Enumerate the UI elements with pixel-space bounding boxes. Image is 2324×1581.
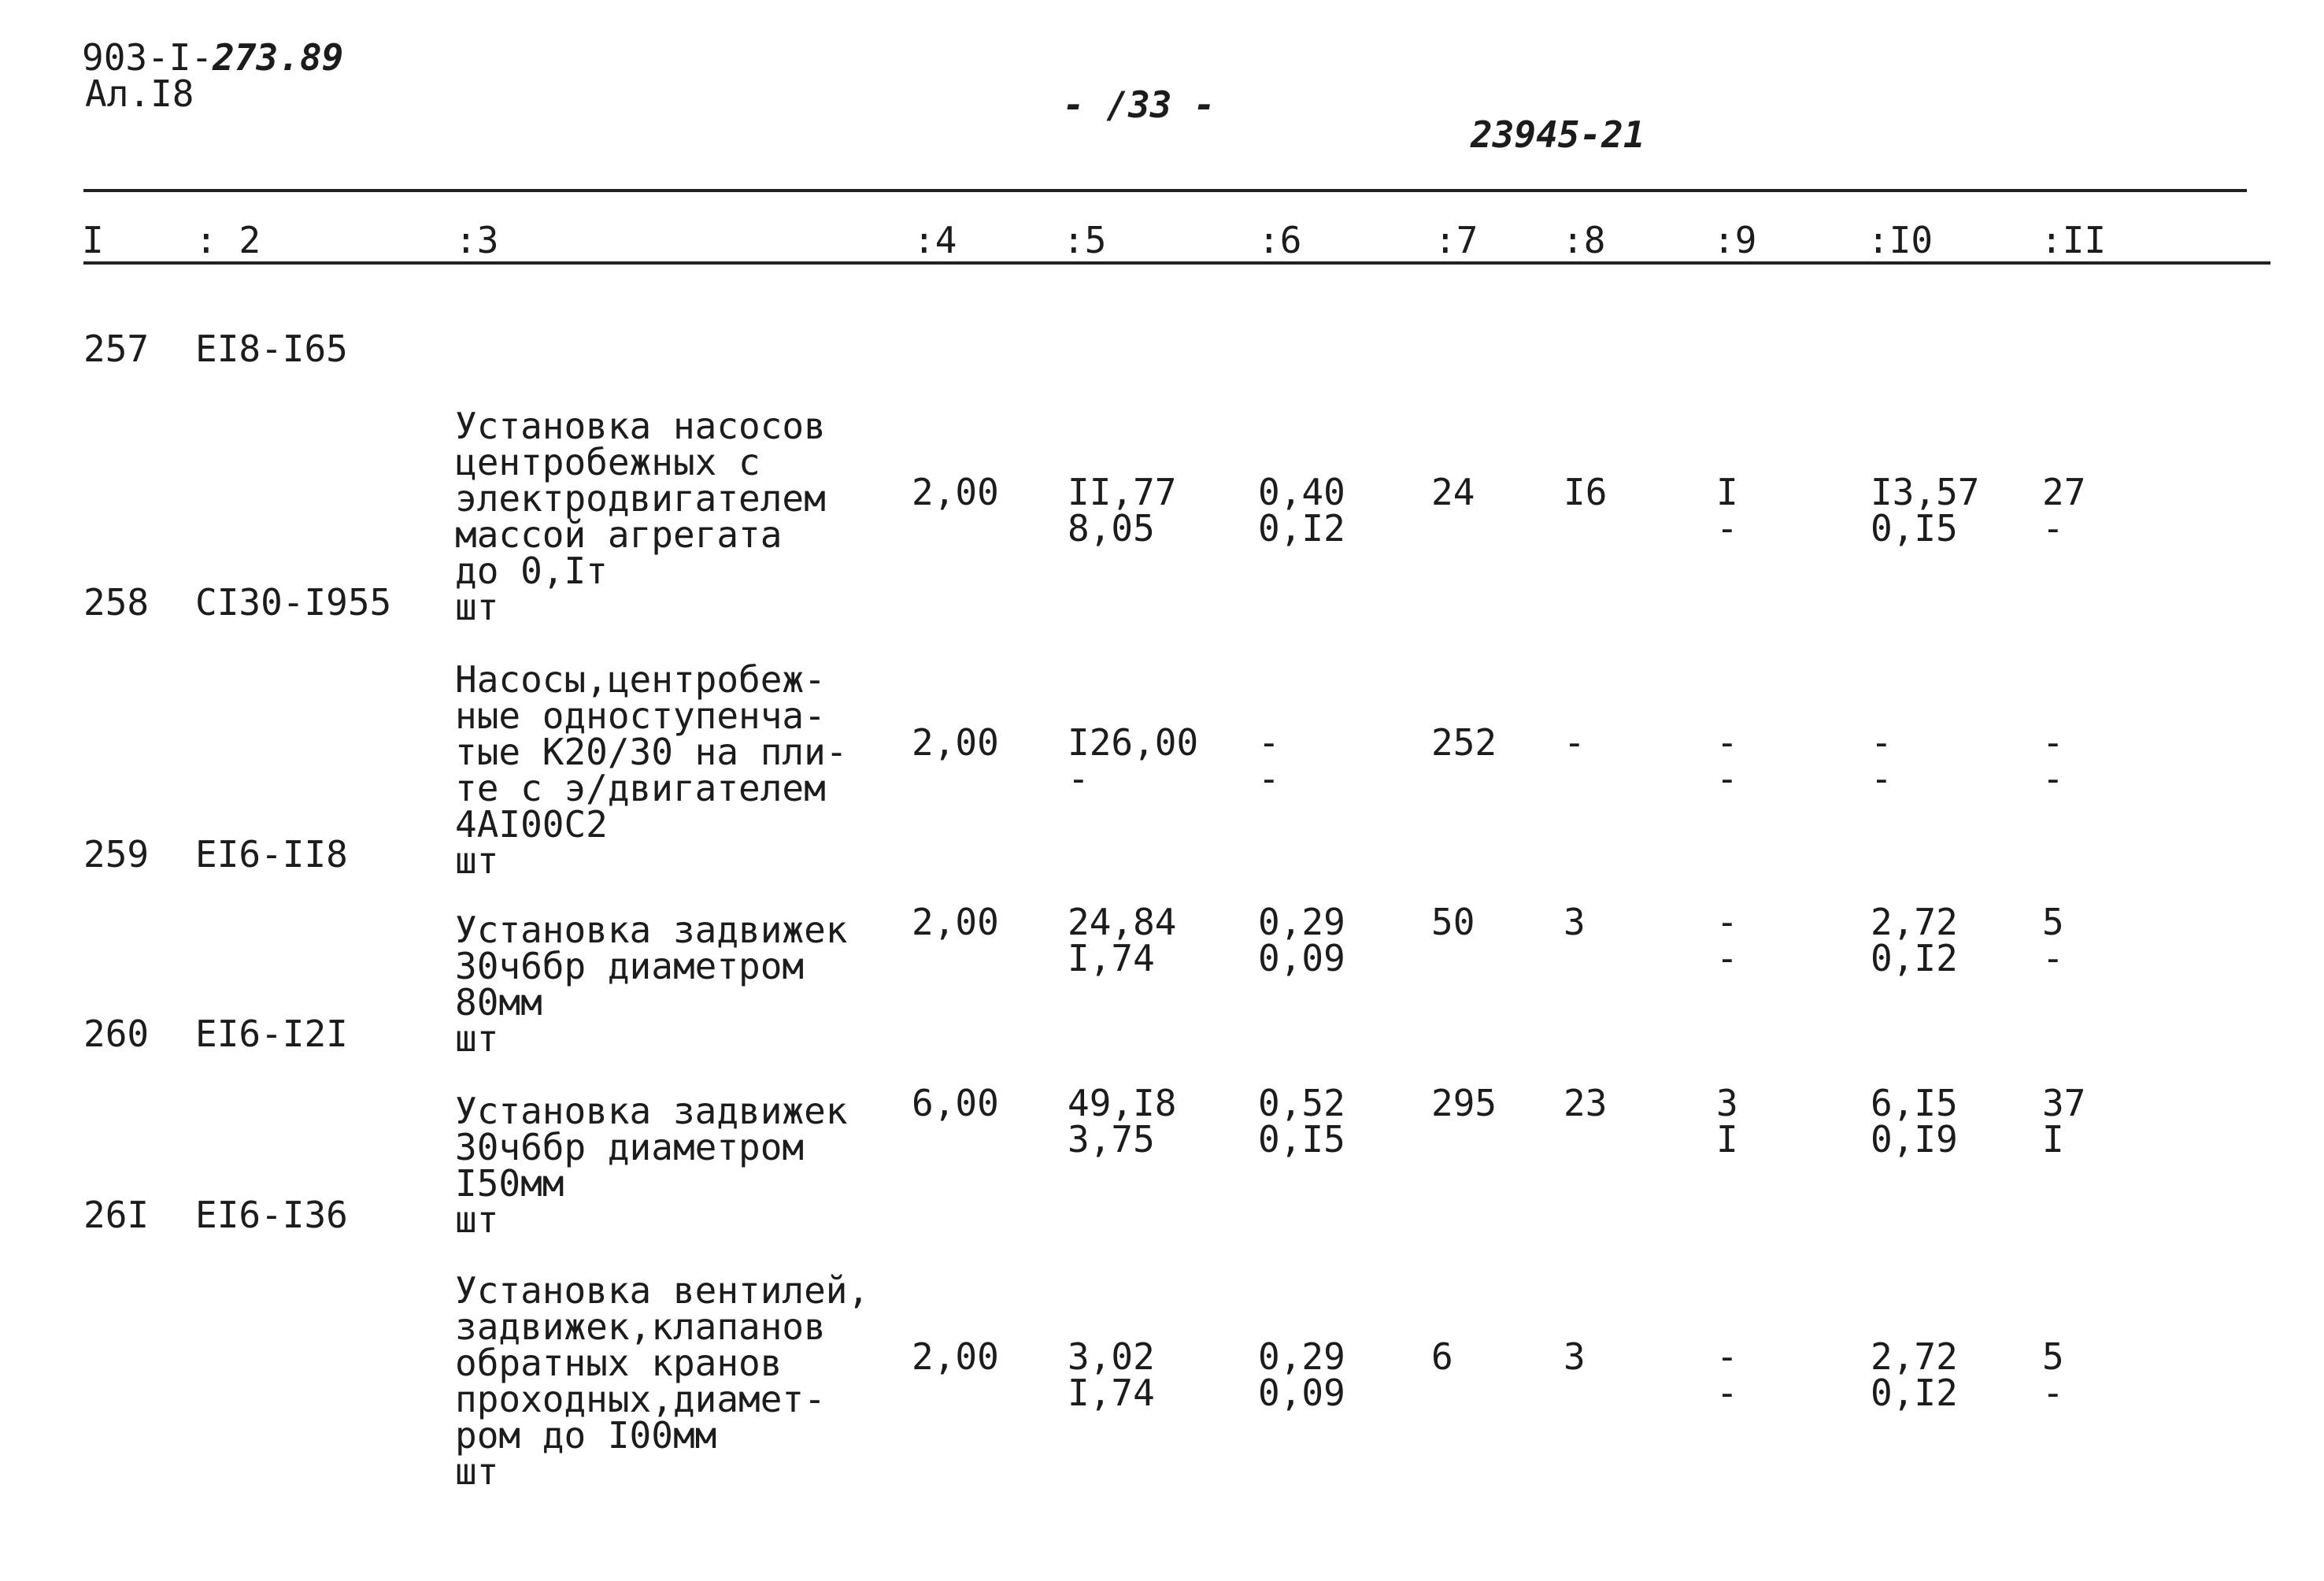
description-line: Насосы,центробеж- [455,658,826,701]
value-top: 5 [2042,901,2064,943]
column-header: :5 [1063,219,1107,261]
value-top: - [1716,721,1738,764]
rate-code: EI6-II8 [195,833,348,876]
value-top: 23 [1564,1082,1608,1124]
cell-7 [1431,901,1475,943]
value-bottom: I,74 [1068,1372,1155,1414]
value-bottom: - [1258,757,1280,800]
value-bottom: I [1716,1118,1738,1161]
album-label: Ал.I8 [85,72,194,115]
value-top: - [1716,901,1738,943]
document-code-prefix: 903-I- [82,36,213,79]
value-top: 49,I8 [1068,1082,1177,1124]
quantity: 6,00 [912,1082,999,1124]
row-number: 257 [83,328,150,370]
description-line: те с э/двигателем [455,767,826,809]
cell-7 [1431,721,1497,764]
value-bottom: 0,I2 [1871,1372,1958,1414]
cell-8 [1564,1082,1608,1124]
cell-6 [1258,901,1345,979]
rate-code: EI6-I36 [195,1194,348,1236]
description-line: 80мм [455,981,542,1024]
value-top: I3,57 [1871,471,1980,513]
column-header: :6 [1258,219,1302,261]
description-line: ром до I00мм [455,1414,717,1457]
top-rule [83,189,2247,192]
description-line: ные одноступенча- [455,694,826,737]
value-bottom: 0,09 [1258,937,1345,979]
value-bottom: - [2042,507,2064,550]
quantity: 2,00 [912,901,999,943]
description-line: Установка задвижек [455,909,848,951]
column-header: :II [2041,219,2107,261]
rate-code: EI8-I65 [195,328,348,370]
description-line: массой агрегата [455,513,783,556]
value-top: I6 [1564,471,1608,513]
value-top: 3 [1564,901,1586,943]
description-line: Установка задвижек [455,1090,848,1132]
value-top: 2,72 [1871,901,1958,943]
value-top: 3 [1564,1335,1586,1378]
value-top: 0,29 [1258,1335,1345,1378]
rate-code: CI30-I955 [195,581,392,624]
description-line: 30ч6бр диаметром [455,1126,805,1168]
document-code [82,36,344,79]
value-bottom: - [1716,757,1738,800]
value-bottom: - [2042,937,2064,979]
unit-line: шт [455,1198,499,1241]
cell-9 [1716,721,1738,800]
cell-11 [2042,901,2064,979]
column-header: :I0 [1867,219,1934,261]
description-line: до 0,Iт [455,550,608,592]
description-line: центробежных с [455,441,760,483]
sheet-code: 23945-21 [1471,113,1645,156]
unit-line: шт [455,586,499,628]
quantity: 2,00 [912,471,999,513]
value-top: I26,00 [1068,721,1199,764]
description-line: 30ч6бр диаметром [455,945,805,987]
value-bottom: - [1068,757,1090,800]
column-header: :4 [913,219,957,261]
value-top: 6,I5 [1871,1082,1958,1124]
value-bottom: 0,I9 [1871,1118,1958,1161]
cell-11 [2042,1335,2064,1414]
column-header: :7 [1434,219,1478,261]
cell-8 [1564,901,1586,943]
value-bottom: I [2042,1118,2064,1161]
cell-9 [1716,1082,1738,1161]
value-top: 5 [2042,1335,2064,1378]
value-top: I [1716,471,1738,513]
cell-5 [1068,901,1177,979]
cell-10 [1871,471,1980,550]
row-number: 259 [83,833,150,876]
value-bottom: 0,I5 [1871,507,1958,550]
description-line: обратных кранов [455,1342,783,1384]
value-top: 27 [2042,471,2086,513]
column-header: :3 [455,219,499,261]
cell-8 [1564,471,1608,513]
cell-7 [1431,471,1475,513]
column-header: I [82,219,104,261]
description-line: тые К20/30 на пли- [455,731,848,773]
column-header: : 2 [195,219,261,261]
cell-6 [1258,721,1280,800]
value-top: 252 [1431,721,1497,764]
description-line: 4AI00C2 [455,803,608,846]
cell-9 [1716,901,1738,979]
value-top: 2,72 [1871,1335,1958,1378]
cell-8 [1564,721,1586,764]
value-bottom: - [2042,1372,2064,1414]
cell-10 [1871,1082,1958,1161]
cell-8 [1564,1335,1586,1378]
cell-7 [1431,1335,1453,1378]
value-bottom: - [1716,937,1738,979]
value-top: - [1564,721,1586,764]
row-number: 26I [83,1194,150,1236]
cell-9 [1716,471,1738,550]
cell-11 [2042,1082,2086,1161]
value-top: 0,52 [1258,1082,1345,1124]
cell-5 [1068,471,1177,550]
quantity: 2,00 [912,1335,999,1378]
value-top: 37 [2042,1082,2086,1124]
description-line: электродвигателем [455,477,826,520]
value-top: 24,84 [1068,901,1177,943]
value-bottom: - [1716,507,1738,550]
value-bottom: 0,09 [1258,1372,1345,1414]
row-description [455,1200,869,1562]
description-line: задвижек,клапанов [455,1305,826,1348]
value-top: - [1716,1335,1738,1378]
rate-code: EI6-I2I [195,1013,348,1055]
value-top: 50 [1431,901,1475,943]
value-top: 3,02 [1068,1335,1155,1378]
page-number: - /33 - [1063,83,1216,126]
value-top: 0,40 [1258,471,1345,513]
unit-line: шт [455,839,499,882]
cell-10 [1871,1335,1958,1414]
cell-10 [1871,901,1958,979]
value-bottom: 8,05 [1068,507,1155,550]
value-bottom: - [2042,757,2064,800]
unit-line: шт [455,1450,499,1493]
cell-6 [1258,1082,1345,1161]
value-bottom: 3,75 [1068,1118,1155,1161]
column-header: :9 [1713,219,1757,261]
cell-7 [1431,1082,1497,1124]
cell-11 [2042,721,2064,800]
cell-5 [1068,1335,1155,1414]
description-line: проходных,диамет- [455,1378,826,1420]
row-number: 258 [83,581,150,624]
value-top: 0,29 [1258,901,1345,943]
value-top: - [1258,721,1280,764]
value-bottom: I,74 [1068,937,1155,979]
cell-6 [1258,1335,1345,1414]
unit-line: шт [455,1017,499,1060]
description-line: Установка насосов [455,405,826,447]
value-top: II,77 [1068,471,1177,513]
description-line: Установка вентилей, [455,1269,870,1312]
value-bottom: 0,I2 [1258,507,1345,550]
description-line: I50мм [455,1162,564,1205]
value-bottom: - [1871,757,1893,800]
cell-11 [2042,471,2086,550]
value-top: - [2042,721,2064,764]
value-top: 295 [1431,1082,1497,1124]
header-rule [83,261,2270,265]
value-top: 24 [1431,471,1475,513]
cell-5 [1068,1082,1177,1161]
value-top: 6 [1431,1335,1453,1378]
value-bottom: - [1716,1372,1738,1414]
value-bottom: 0,I5 [1258,1118,1345,1161]
cell-6 [1258,471,1345,550]
document-code-handwritten: 273.89 [213,36,344,79]
quantity: 2,00 [912,721,999,764]
value-bottom: 0,I2 [1871,937,1958,979]
cell-10 [1871,721,1893,800]
row-number: 260 [83,1013,150,1055]
column-header: :8 [1562,219,1606,261]
cell-9 [1716,1335,1738,1414]
value-top: - [1871,721,1893,764]
value-top: 3 [1716,1082,1738,1124]
cell-5 [1068,721,1199,800]
